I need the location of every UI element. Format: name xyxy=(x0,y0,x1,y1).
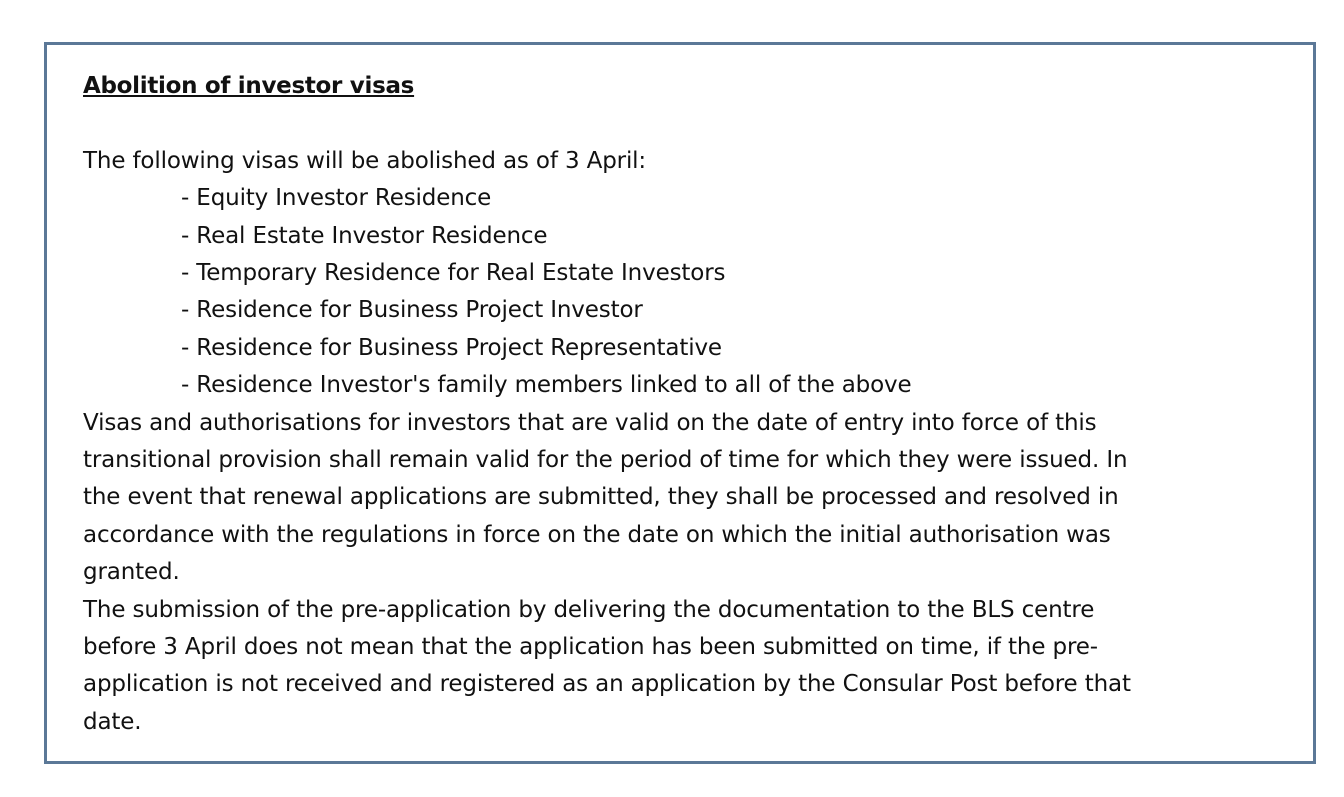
notice-content xyxy=(83,68,1283,741)
validity-paragraph xyxy=(83,405,1283,592)
visa-list-item: - Residence Investor's family members linked to all of the above xyxy=(181,372,912,399)
paragraph-line: before 3 April does not mean that the application has been submitted on time, if the pre- xyxy=(83,634,1098,661)
paragraph-line: date. xyxy=(83,708,142,735)
notice-heading: Abolition of investor visas xyxy=(83,73,415,99)
visa-list-item: - Temporary Residence for Real Estate Investors xyxy=(181,260,726,286)
paragraph-line: transitional provision shall remain valid for the period of time for which they were issued. In xyxy=(83,447,1128,474)
visa-list-item: - Residence for Business Project Representative xyxy=(181,334,722,361)
blank-line xyxy=(83,105,1283,142)
visa-list-item: - Real Estate Investor Residence xyxy=(181,222,548,249)
paragraph-line: the event that renewal applications are submitted, they shall be processed and resolved in xyxy=(83,484,1119,511)
paragraph-line: The submission of the pre-application by delivering the documentation to the BLS centre xyxy=(83,596,1095,623)
abolished-visa-list xyxy=(83,180,1283,404)
paragraph-line: accordance with the regulations in force on the date on which the initial authorisation was xyxy=(83,521,1111,548)
notice-box xyxy=(44,42,1316,764)
paragraph-line: granted. xyxy=(83,559,180,586)
paragraph-line: Visas and authorisations for investors that are valid on the date of entry into force of this xyxy=(83,409,1097,436)
intro-text: The following visas will be abolished as of 3 April: xyxy=(83,147,647,174)
visa-list-item: - Equity Investor Residence xyxy=(181,185,492,212)
submission-paragraph xyxy=(83,592,1283,742)
paragraph-line: application is not received and registered as an application by the Consular Post before that xyxy=(83,671,1131,698)
visa-list-item: - Residence for Business Project Investor xyxy=(181,297,643,324)
